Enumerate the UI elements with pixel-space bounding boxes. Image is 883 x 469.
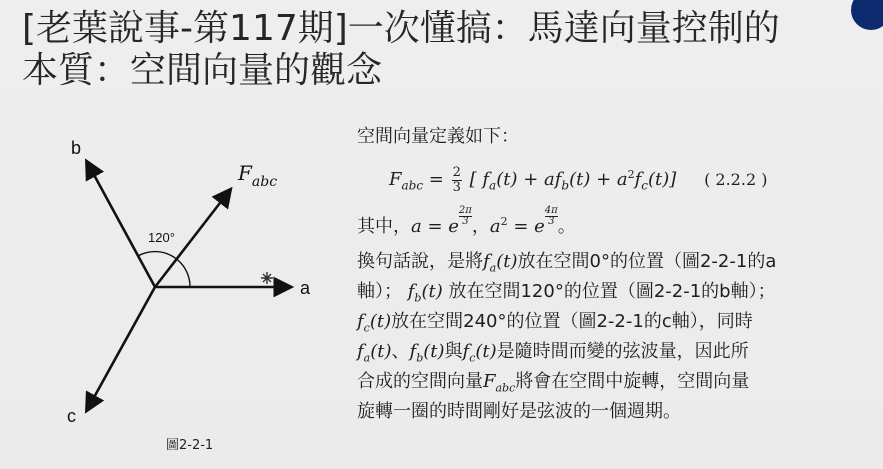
mouse-cursor [261, 272, 273, 284]
angle-label: 120° [148, 230, 175, 245]
para-line-4: $f_a(t)$、$f_b(t)$與$f_c(t)$是隨時間而變的弦波量，因此所 [357, 341, 749, 365]
para-line-1: 換句話說，是將$f_a(t)$放在空間0°的位置（圖2-2-1的a [357, 251, 777, 275]
figure-caption: 圖2-2-1 [166, 438, 214, 453]
para-line-6: 旋轉一圈的時間剛好是弦波的一個週期。 [357, 401, 681, 423]
explanation-paragraph [357, 250, 867, 424]
definition-heading: 空間向量定義如下： [357, 126, 519, 147]
axis-a-label: a [300, 278, 311, 298]
coef-fraction: $\frac{2}{3}$ [452, 164, 461, 195]
axis-c-arrow [87, 287, 155, 410]
axis-c-label: c [67, 406, 76, 426]
equation-number: ( 2.2.2 ) [704, 170, 768, 189]
axis-b-arrow [87, 162, 155, 287]
title-line-1: [老葉說事-第117期]一次懂搞：馬達向量控制的 [22, 8, 780, 49]
para-line-2: 軸）； $f_b(t)$ 放在空間120°的位置（圖2-2-1的b軸）； [357, 281, 776, 305]
para-line-3: $f_c(t)$放在空間240°的位置（圖2-2-1的c軸），同時 [357, 311, 753, 335]
para-line-5: 合成的空間向量$F_{abc}$將會在空間中旋轉，空間向量 [357, 371, 750, 395]
axis-b-label: b [71, 138, 82, 158]
vector-diagram [0, 120, 340, 440]
corner-badge [851, 0, 883, 30]
where-clause: 其中，a = e $\frac{2\pi}{3}$，$a^2 = e$ $\frac{4\pi}{3}$。 [357, 205, 576, 237]
slide-title [22, 8, 842, 92]
equation-2-2-2: $F_{abc}$ = $\frac{2}{3}$ [ $f_a(t) + af_b(t) + a^2f_c(t)$] ( 2.2.2 ) [389, 164, 768, 195]
title-line-2: 本質：空間向量的觀念 [22, 50, 383, 91]
f-abc-label: $F_{abc}$ [238, 161, 278, 190]
